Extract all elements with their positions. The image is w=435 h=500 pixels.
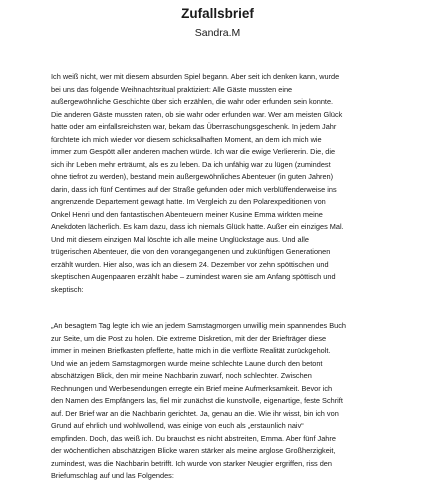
- paragraph-line: immer in meinen Briefkasten pfefferte, hatte mich in die verflixte Realität zurückgeholt.: [51, 346, 331, 355]
- paragraph-line: ohne tiefrot zu werden), bestand mein außergewöhnliches Abenteuer (in guten Jahren): [51, 172, 334, 181]
- paragraph-line: Anekdoten lächerlich. Es kam dazu, dass ich niemals Glück hatte. Außer ein einziges Mal.: [51, 222, 344, 231]
- paragraph-line: skeptischen Augenpaaren erzählt habe – zumindest waren sie am Anfang spöttisch und: [51, 272, 336, 281]
- paragraph-line: fürchtete ich mich wieder vor diesem schicksalhaften Moment, an dem ich mich wie: [51, 134, 322, 144]
- paragraph-line: Und mit diesem einzigen Mal löschte ich alle meine Unglückstage aus. Und alle: [51, 234, 309, 244]
- paragraph-line: zumindest, was die Nachbarin betrifft. Ich wurde von starker Neugier ergriffen, riss den: [51, 458, 332, 468]
- paragraph-line: immer zum Gespött aller anderen machen würde. Ich war die ewige Verliererin. Die, die: [51, 147, 336, 156]
- document-title: Zufallsbrief: [181, 6, 254, 21]
- paragraph-line: empfinden. Doch, das weiß ich. Du brauchst es nicht abstreiten, Emma. Aber fünf Jahre: [51, 433, 336, 443]
- paragraph-line: hatte oder am einfallsreichsten war, bekam das Überraschungsgeschenk. In jedem Jahr: [51, 122, 337, 131]
- paragraph-line: angrenzende Departement gewagt hatte. Im Vergleich zu den Polarexpeditionen von: [51, 197, 326, 206]
- paragraph-line: Rechnungen und Werbesendungen erregte ein Brief meine Aufmerksamkeit. Bevor ich: [51, 383, 333, 393]
- paragraph-line: „An besagtem Tag legte ich wie an jedem Samstagmorgen unwillig mein spannendes Buch: [51, 321, 347, 330]
- paragraph-line: Grund auf ehrlich und wohlwollend, was einige von euch als „erstaunlich naiv“: [51, 421, 304, 430]
- paragraph-line: außergewöhnliche Geschichte über sich erzählen, die wahr oder erfunden sein konnte.: [51, 97, 334, 106]
- paragraph-line: erzählt wurden. Hier also, was ich an diesem 24. Dezember vor zehn spöttischen und: [51, 259, 329, 269]
- paragraph-line: abschätzigen Blick, den mir meine Nachbarin zuwarf, noch schlechter. Zwischen: [51, 371, 312, 380]
- paragraph-line: Onkel Henri und den fantastischen Abenteuern meiner Kusine Emma wirkten meine: [51, 209, 323, 219]
- paragraph-line: darin, dass ich fünf Centimes auf der Straße gefunden oder mich verblüffenderweise ins: [51, 184, 337, 194]
- paragraph-story: [51, 320, 397, 483]
- paragraph-line: skeptisch:: [51, 284, 84, 294]
- paragraph-line: auf. Der Brief war an die Nachbarin gerichtet. Ja, genau an die. Wie ihr wisst, bin ich von: [51, 408, 339, 418]
- paragraph-line: den Namen des Empfängers las, fiel mir zunächst die kunstvolle, eigenartige, feste Schrift: [51, 396, 343, 405]
- document-author: Sandra.M: [194, 27, 241, 39]
- paragraph-line: sich ihr Leben mehr erträumt, als es zu leben. Da ich unfähig war zu lügen (zumindest: [51, 159, 331, 169]
- paragraph-line: zur Seite, um die Post zu holen. Die extreme Diskretion, mit der der Briefträger diese: [51, 333, 327, 343]
- paragraph-line: Und wie an jedem Samstagmorgen wurde meine schlechte Laune durch den betont: [51, 358, 323, 368]
- paragraph-line: Ich weiß nicht, wer mit diesem absurden Spiel begann. Aber seit ich denken kann, wurde: [51, 72, 340, 81]
- paragraph-line: trügerischen Abenteuer, die von den vorangegangenen und zukünftigen Generationen: [51, 247, 331, 256]
- paragraph-line: Briefumschlag auf und las Folgendes:: [51, 471, 174, 480]
- paragraph-line: der wöchentlichen abschätzigen Blicke waren stärker als meine arglose Großherzigkeit,: [51, 446, 336, 455]
- paragraph-intro: [51, 71, 397, 296]
- paragraph-line: bei uns das folgende Weihnachtsritual praktiziert: Alle Gäste mussten eine: [51, 84, 293, 94]
- paragraph-line: Die anderen Gäste mussten raten, ob sie wahr oder erfunden war. Wer am meisten Glück: [51, 109, 343, 119]
